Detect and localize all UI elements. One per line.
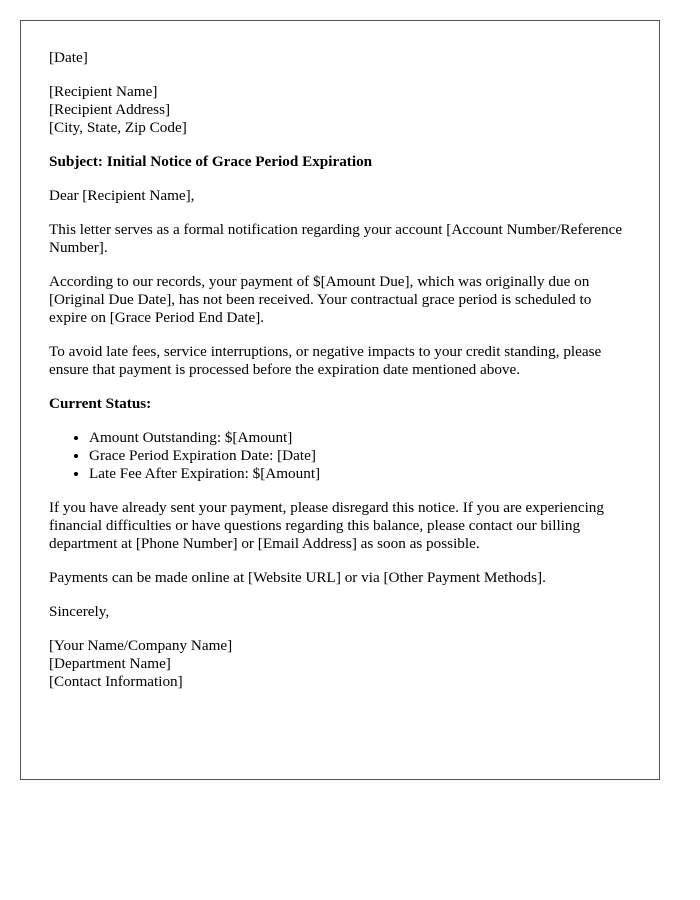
body-paragraph-records: According to our records, your payment of $[Amount Due], which was originally due on [Original Due Date], has not been received. Your contractual grace period is scheduled to expire on [Grace Period End Date]. [49, 273, 592, 326]
body-paragraph-account: This letter serves as a formal notification regarding your account [Account Number/Reference Number]. [49, 221, 623, 256]
valediction: Sincerely, [49, 603, 110, 620]
recipient-block [49, 83, 631, 137]
signature-department: [Department Name] [49, 655, 171, 672]
signature-block [49, 637, 631, 691]
signature-contact: [Contact Information] [49, 673, 183, 690]
recipient-address: [Recipient Address] [49, 101, 171, 118]
current-status-heading: Current Status: [49, 395, 152, 412]
letter-page [20, 20, 660, 780]
recipient-name: [Recipient Name] [49, 83, 158, 100]
letter-date: [Date] [49, 49, 88, 66]
status-item-expiration-date: • Grace Period Expiration Date: [Date] [89, 447, 631, 465]
status-list [49, 429, 631, 483]
signature-name: [Your Name/Company Name] [49, 637, 233, 654]
body-paragraph-avoid-fees: To avoid late fees, service interruptions, or negative impacts to your credit standing, please ensure that payment is processed before the expiration date mentioned above. [49, 343, 602, 378]
closing-paragraph-payments: Payments can be made online at [Website URL] or via [Other Payment Methods]. [49, 569, 546, 586]
status-item-amount-outstanding: • Amount Outstanding: $[Amount] [89, 429, 631, 447]
closing-paragraph-disregard: If you have already sent your payment, please disregard this notice. If you are experiencing financial difficulties or have questions regarding this balance, please contact our billing department at [Phone Number] or [Email Address] as soon as possible. [49, 499, 604, 552]
salutation: Dear [Recipient Name], [49, 187, 195, 204]
subject-line: Subject: Initial Notice of Grace Period Expiration [49, 153, 373, 170]
recipient-city-state-zip: [City, State, Zip Code] [49, 119, 187, 136]
status-item-late-fee: • Late Fee After Expiration: $[Amount] [89, 465, 631, 483]
